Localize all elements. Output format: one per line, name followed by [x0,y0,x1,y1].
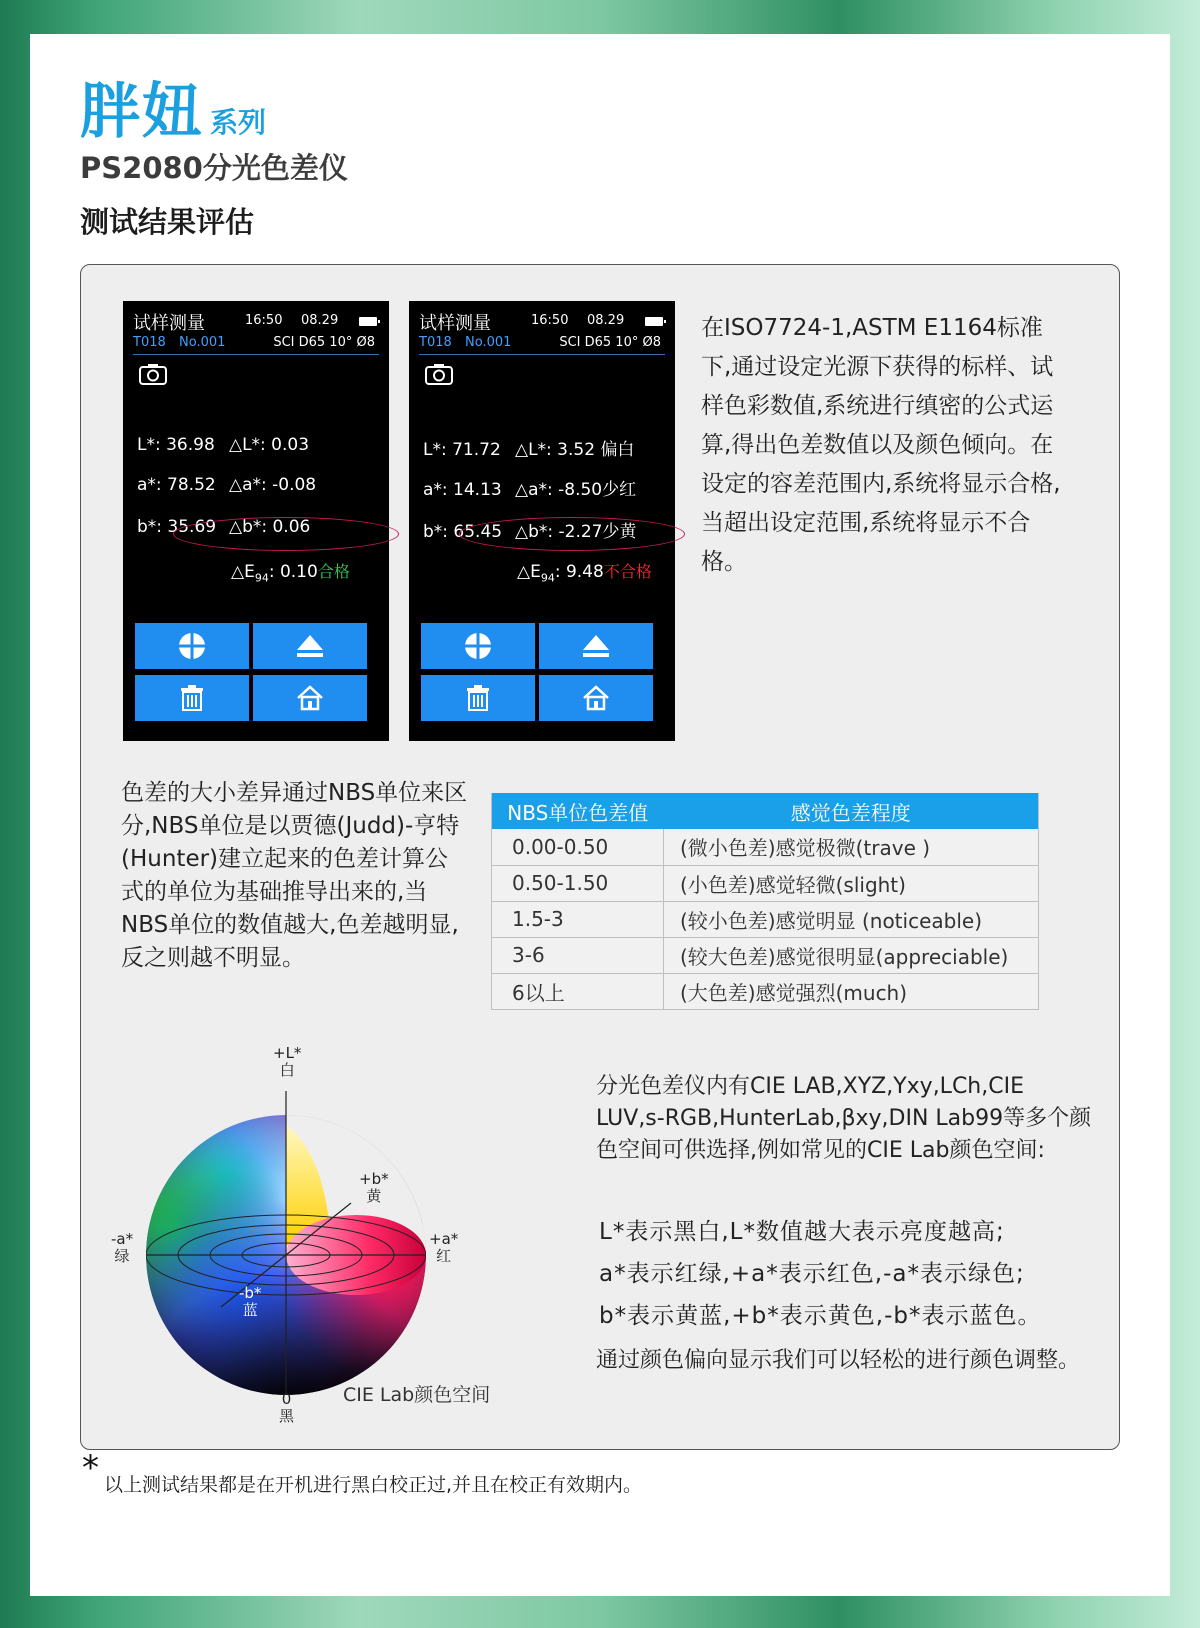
nbs-value: 0.50-1.50 [492,865,664,901]
delta-b: △b*: 0.06 [229,517,311,537]
cie-lab-sphere [111,1045,531,1425]
value-L: L*: 71.72 [423,440,501,460]
delta-a: △a*: -8.50 [515,480,603,500]
product-title: PS2080分光色差仪 [80,151,348,185]
sample-number: No.001 [179,335,226,350]
battery-icon [645,317,663,326]
content-panel [80,264,1120,1450]
axis-plus-a: +a* 红 [429,1230,459,1265]
measure-conditions: SCI D65 10° Ø8 [273,335,375,350]
nbs-table [491,793,1039,1010]
color-space-description: 分光色差仪内有CIE LAB,XYZ,Yxy,LCh,CIE LUV,s-RGB,HunterLab,βxy,DIN Lab99等多个颜色空间可供选择,例如常见的CIE Lab颜色空间: [596,1074,1092,1163]
home-icon [296,685,324,711]
perception: (较大色差)感觉很明显(appreciable) [664,937,1039,973]
screen-header [133,309,379,335]
brand-name: 胖妞 [80,77,204,147]
sample-id: T018 [419,335,452,350]
result-fail: 不合格 [603,562,652,581]
delta-b: △b*: -2.27 [515,522,603,542]
highlight-ellipse-fail [459,517,685,551]
battery-icon [359,317,377,326]
delta-e-sub: 94 [254,571,269,585]
lab-line-b: b*表示黄蓝,+b*表示黄色,-b*表示蓝色。 [599,1303,1042,1329]
result-pass: 合格 [317,562,350,581]
footnote: 以上测试结果都是在开机进行黑白校正过,并且在校正有效期内。 [104,1474,643,1496]
table-row [492,865,1039,901]
nbs-description: 色差的大小差异通过NBS单位来区分,NBS单位是以贾德(Judd)-亨特(Hunter)建立起来的色差计算公式的单位为基础推导出来的,当NBS单位的数值越大,色差越明显,反之则越不明显。 [121,780,468,971]
footnote-star: * [82,1448,99,1488]
sample-id: T018 [133,335,166,350]
camera-icon[interactable] [139,363,167,385]
value-b: b*: 35.69 [137,517,217,537]
delta-a: △a*: -0.08 [229,475,317,495]
table-header-perception: 感觉色差程度 [664,793,1039,829]
trash-icon [466,685,490,711]
delta-e-value: : 9.48 [554,562,604,582]
row-a [137,475,316,495]
screen-header [419,309,665,335]
value-b: b*: 65.45 [423,522,503,542]
axis-minus-a: -a* 绿 [111,1230,134,1265]
measure-button[interactable] [421,623,535,669]
trash-icon [180,685,204,711]
axis-minus-b: -b* 蓝 [239,1284,262,1319]
crosshair-icon [463,631,493,661]
home-icon [582,685,610,711]
perception: (大色差)感觉强烈(much) [664,973,1039,1009]
sphere-graphic [111,1045,531,1425]
perception: (小色差)感觉轻微(slight) [664,865,1039,901]
value-L: L*: 36.98 [137,435,215,455]
nbs-value: 0.00-0.50 [492,829,664,865]
eject-button[interactable] [253,623,367,669]
page [30,34,1170,1596]
delta-L: △L*: 0.03 [229,435,310,455]
home-button[interactable] [253,675,367,721]
measure-conditions: SCI D65 10° Ø8 [559,335,661,350]
axis-plus-L: +L* 白 [273,1044,302,1079]
brand [80,64,266,150]
row-a [423,475,636,500]
screen-subheader [133,335,379,355]
row-L [137,435,309,455]
brand-series: 系列 [210,106,267,139]
standard-description: 在ISO7724-1,ASTM E1164标准下,通过设定光源下获得的标样、试样色彩数值,系统进行缜密的公式运算,得出色差数值以及颜色倾向。在设定的容差范围内,系统将显示合格,当超出设定范围,系统将显示不合格。 [701,315,1061,575]
delta-a-note: 少红 [602,480,637,500]
measure-button[interactable] [135,623,249,669]
crosshair-icon [177,631,207,661]
screen-time: 16:50 [245,313,283,328]
delta-L: △L*: 3.52 [515,440,596,460]
table-header-row [492,793,1039,829]
delta-e-sub: 94 [540,571,555,585]
nbs-value: 3-6 [492,937,664,973]
eject-icon [295,633,325,659]
delta-b-note: 少黄 [602,522,637,542]
axis-plus-b: +b* 黄 [359,1170,389,1205]
home-button[interactable] [539,675,653,721]
color-adjust-note: 通过颜色偏向显示我们可以轻松的进行颜色调整。 [596,1348,1081,1373]
eject-button[interactable] [539,623,653,669]
delta-e-label: △E [517,562,541,582]
perception: (较小色差)感觉明显 (noticeable) [664,901,1039,937]
section-title: 测试结果评估 [80,205,255,239]
sample-number: No.001 [465,335,512,350]
table-header-nbs: NBS单位色差值 [492,793,664,829]
delta-L-note: 偏白 [600,440,635,460]
delta-e-label: △E [231,562,255,582]
perception: (微小色差)感觉极微(trave ) [664,829,1039,865]
screen-title: 试样测量 [419,313,491,334]
screen-date: 08.29 [587,313,625,328]
delete-button[interactable] [421,675,535,721]
delete-button[interactable] [135,675,249,721]
delta-e-value: : 0.10 [268,562,318,582]
highlight-ellipse-pass [173,517,399,551]
lab-line-L: L*表示黑白,L*数值越大表示亮度越高; [599,1219,1005,1245]
eject-icon [581,633,611,659]
lab-line-a: a*表示红绿,+a*表示红色,-a*表示绿色; [599,1261,1025,1287]
axis-zero-black: 0 黑 [279,1390,295,1425]
table-row [492,937,1039,973]
delta-e [517,559,652,584]
nbs-value: 1.5-3 [492,901,664,937]
screen-subheader [419,335,665,355]
row-L [423,435,634,460]
nbs-value: 6以上 [492,973,664,1009]
screen-date: 08.29 [301,313,339,328]
table-row [492,901,1039,937]
table-row [492,973,1039,1009]
screen-time: 16:50 [531,313,569,328]
table-row [492,829,1039,865]
sphere-caption: CIE Lab颜色空间 [343,1384,491,1406]
camera-icon[interactable] [425,363,453,385]
value-a: a*: 78.52 [137,475,216,495]
value-a: a*: 14.13 [423,480,502,500]
screen-title: 试样测量 [133,313,205,334]
delta-e [231,559,350,584]
